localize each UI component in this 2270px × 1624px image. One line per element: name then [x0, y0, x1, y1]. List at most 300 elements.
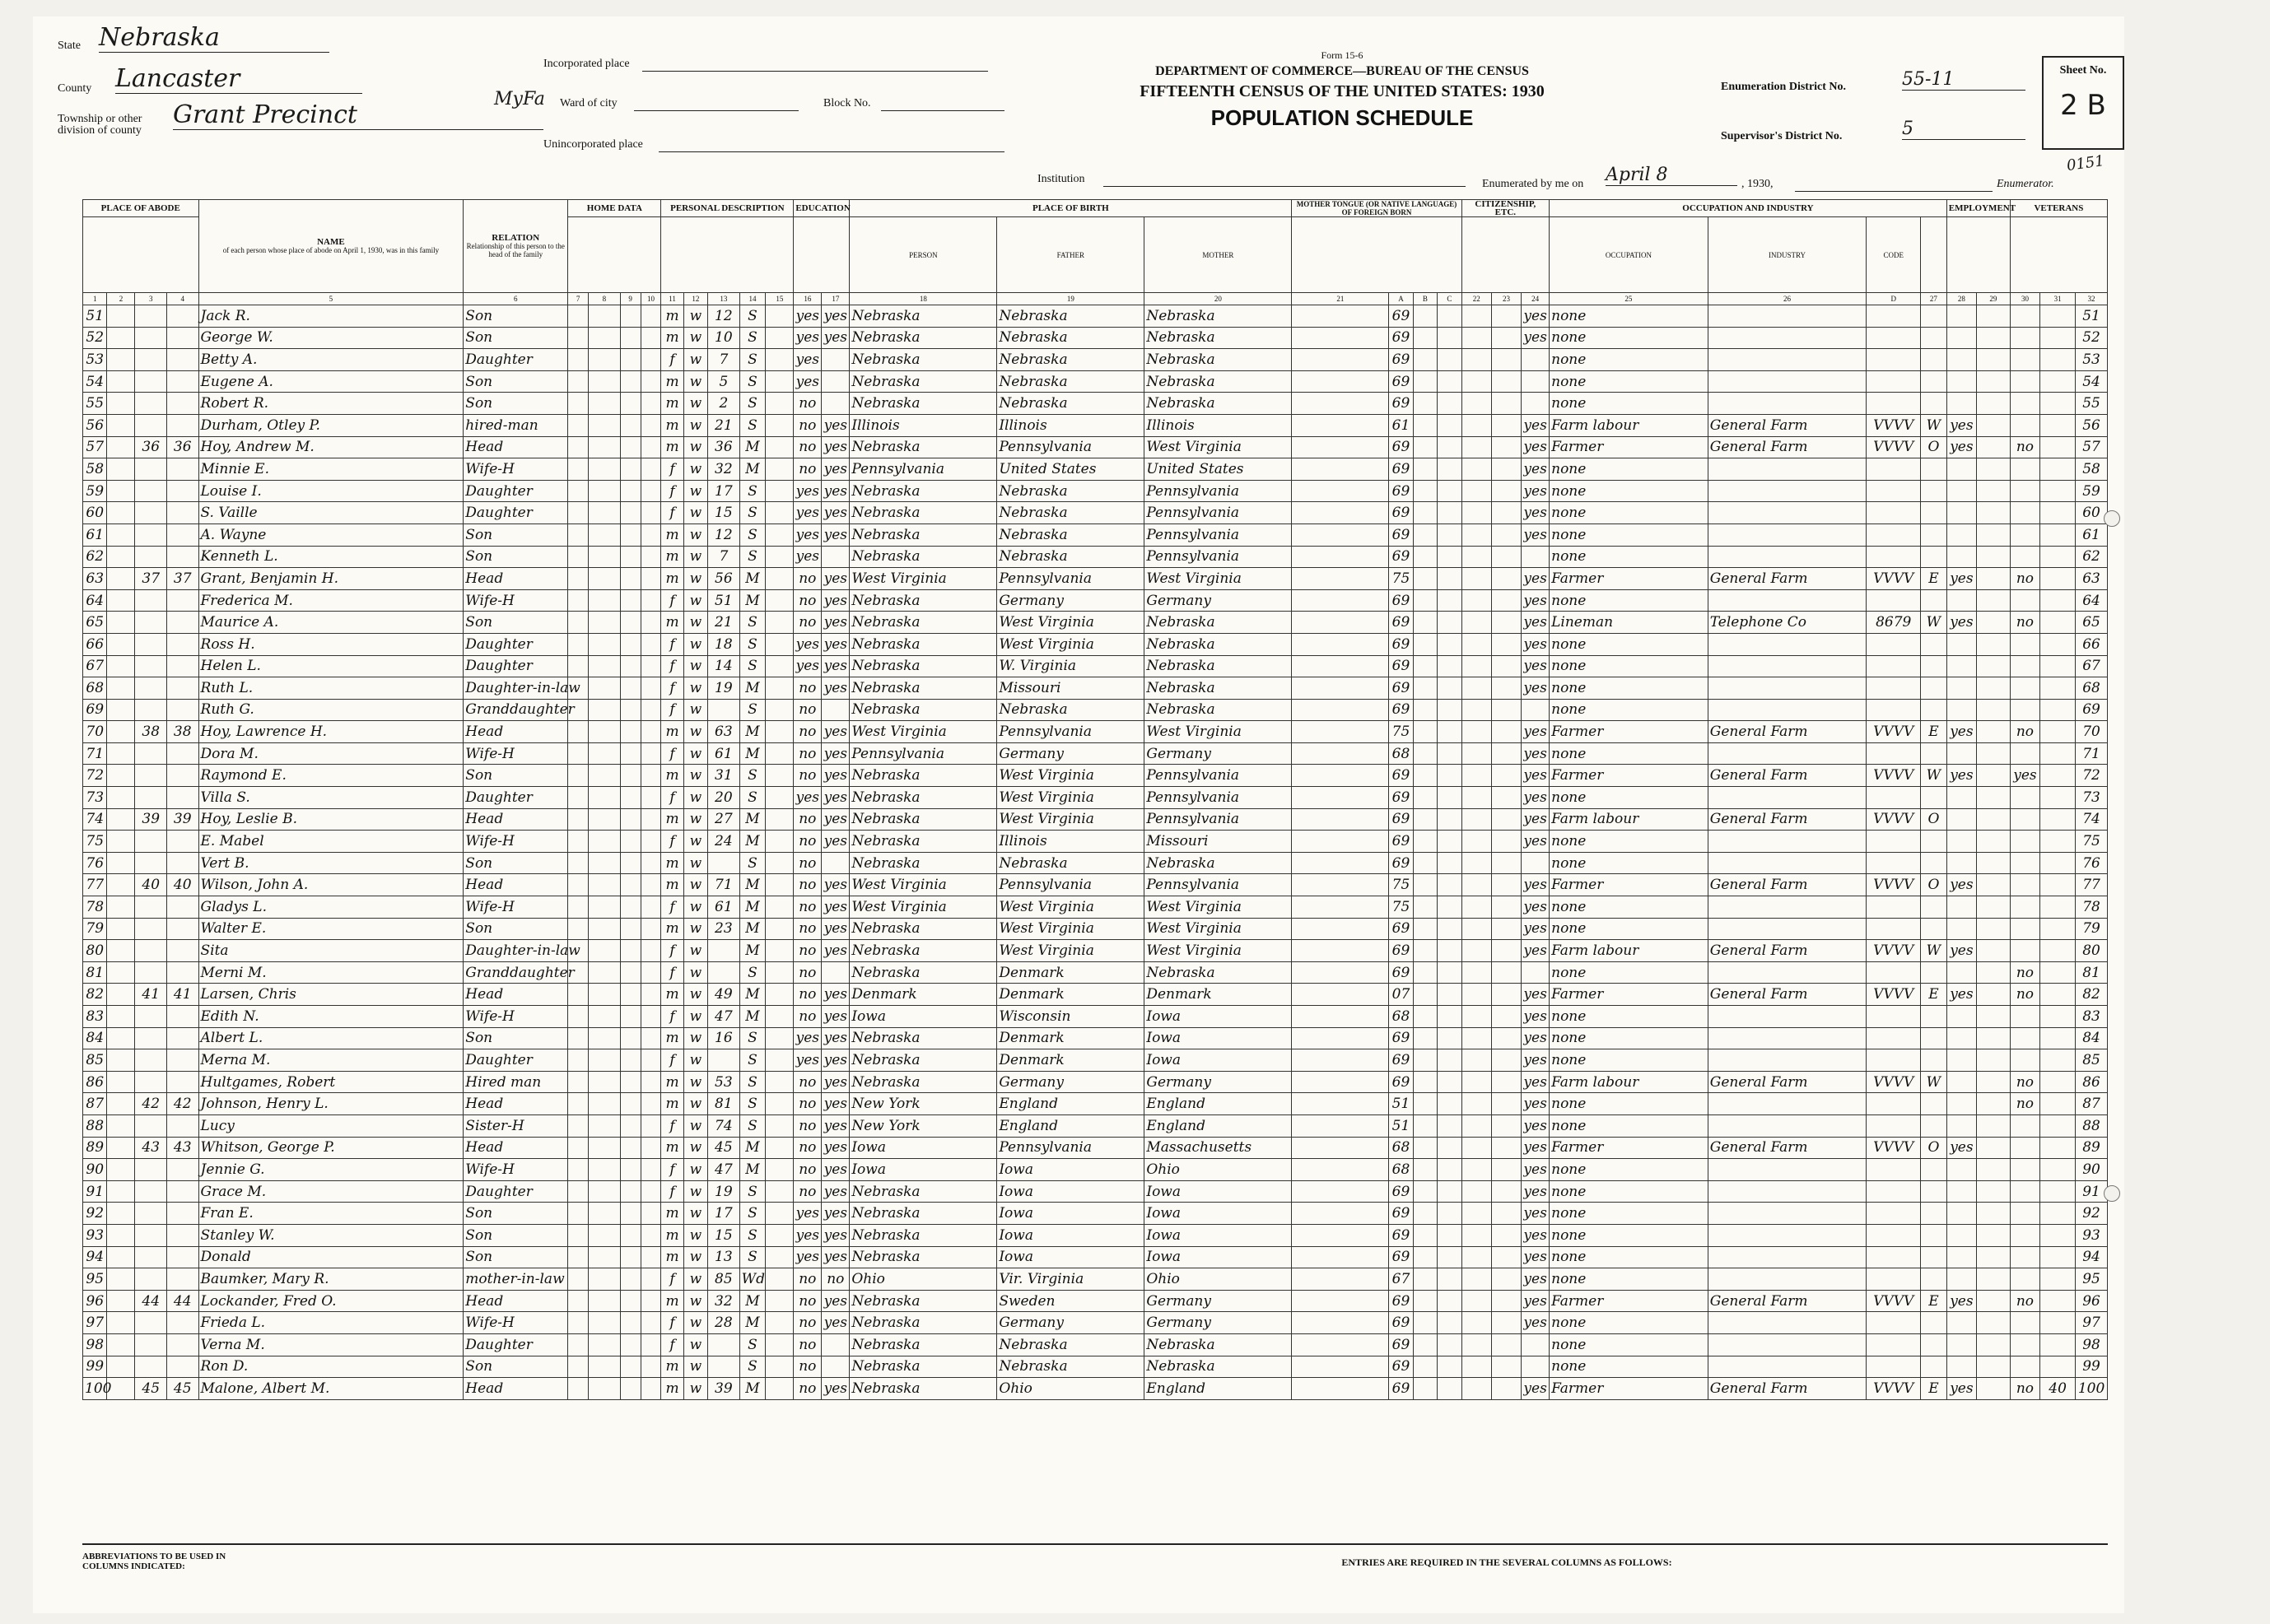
relation-cell: Son: [464, 546, 568, 568]
person-name-cell: George W.: [198, 327, 464, 349]
line-number-cell: 56: [83, 414, 107, 436]
marital-status-cell: M: [739, 1006, 766, 1028]
birth-code-cell: 69: [1389, 305, 1413, 328]
group-occupation: OCCUPATION AND INDUSTRY: [1550, 200, 1947, 217]
family-number-cell: [166, 1114, 198, 1137]
blank-cell: [589, 742, 621, 765]
age-cell: 19: [708, 1180, 740, 1203]
table-row: [83, 349, 2108, 371]
line-number-cell: 67: [83, 655, 107, 677]
blank-cell: [620, 1137, 641, 1159]
blank-cell: [1292, 502, 1389, 524]
birth-code-cell: 75: [1389, 896, 1413, 919]
sex-cell: m: [661, 1027, 683, 1049]
birthplace-person-cell: West Virginia: [850, 896, 997, 919]
table-row: [83, 1203, 2108, 1225]
blank-cell: [620, 787, 641, 809]
speaks-english-cell: [1522, 699, 1550, 721]
blank-cell: [1413, 1246, 1437, 1268]
can-read-write-cell: yes: [822, 742, 850, 765]
blank-cell: [1461, 787, 1491, 809]
dwelling-number-cell: [135, 1049, 167, 1072]
birth-code-cell: 69: [1389, 370, 1413, 393]
race-cell: w: [683, 1246, 707, 1268]
line-number-right-cell: 52: [2076, 327, 2108, 349]
blank-cell: [641, 1312, 661, 1334]
occupation-cell: none: [1550, 502, 1708, 524]
marital-status-cell: S: [739, 393, 766, 415]
blank-cell: [1292, 1093, 1389, 1115]
war-code-cell: [2040, 699, 2076, 721]
table-row: [83, 961, 2108, 984]
column-number: 24: [1522, 293, 1550, 305]
person-name-cell: E. Mabel: [198, 831, 464, 853]
column-number: A: [1389, 293, 1413, 305]
table-row: [83, 1071, 2108, 1093]
blank-cell: [1413, 1071, 1437, 1093]
age-cell: 28: [708, 1312, 740, 1334]
line-number-right-cell: 62: [2076, 546, 2108, 568]
blank-cell: [1977, 940, 2011, 962]
sex-cell: m: [661, 1290, 683, 1312]
blank-cell: [766, 940, 794, 962]
can-read-write-cell: yes: [822, 1137, 850, 1159]
line-number-cell: 77: [83, 874, 107, 896]
birthplace-father-cell: Nebraska: [997, 546, 1144, 568]
occupation-cell: Farmer: [1550, 1137, 1708, 1159]
sex-cell: m: [661, 393, 683, 415]
blank-cell: [620, 1224, 641, 1246]
marital-status-cell: M: [739, 940, 766, 962]
marital-status-cell: M: [739, 831, 766, 853]
blank-cell: [766, 831, 794, 853]
table-row: [83, 589, 2108, 612]
race-cell: w: [683, 523, 707, 546]
table-row: [83, 1159, 2108, 1181]
blank-cell: [1977, 1006, 2011, 1028]
person-name-cell: Jennie G.: [198, 1159, 464, 1181]
person-name-cell: Sita: [198, 940, 464, 962]
occupation-code-cell: VVVV: [1867, 1290, 1921, 1312]
sex-cell: f: [661, 677, 683, 700]
dwelling-number-cell: [135, 1114, 167, 1137]
can-read-write-cell: [822, 546, 850, 568]
blank-cell: [1438, 393, 1461, 415]
marital-status-cell: M: [739, 874, 766, 896]
blank-cell: [589, 918, 621, 940]
person-name-cell: Lucy: [198, 1114, 464, 1137]
blank-cell: [589, 305, 621, 328]
birth-code-cell: 69: [1389, 1180, 1413, 1203]
age-cell: 51: [708, 589, 740, 612]
family-number-cell: [166, 787, 198, 809]
blank-cell: [107, 436, 135, 458]
occupation-code-cell: [1867, 480, 1921, 502]
age-cell: 21: [708, 414, 740, 436]
line-number-cell: 81: [83, 961, 107, 984]
employed-cell: [1946, 480, 1976, 502]
speaks-english-cell: yes: [1522, 589, 1550, 612]
veteran-cell: [2010, 1159, 2039, 1181]
line-number-cell: 74: [83, 808, 107, 831]
blank-cell: [107, 305, 135, 328]
blank-cell: [1491, 1180, 1521, 1203]
sex-cell: m: [661, 523, 683, 546]
blank-cell: [568, 1093, 589, 1115]
blank-cell: [1413, 1159, 1437, 1181]
class-of-worker-cell: [1921, 699, 1947, 721]
birthplace-mother-cell: Nebraska: [1144, 699, 1292, 721]
birth-code-cell: 69: [1389, 480, 1413, 502]
war-code-cell: [2040, 589, 2076, 612]
dwelling-number-cell: [135, 940, 167, 962]
line-number-cell: 54: [83, 370, 107, 393]
attended-school-cell: yes: [794, 655, 822, 677]
blank-cell: [568, 831, 589, 853]
blank-cell: [107, 327, 135, 349]
line-number-cell: 100: [83, 1378, 107, 1400]
marital-status-cell: S: [739, 1203, 766, 1225]
line-number-right-cell: 89: [2076, 1137, 2108, 1159]
blank-cell: [1438, 633, 1461, 655]
class-of-worker-cell: W: [1921, 765, 1947, 787]
blank-cell: [641, 721, 661, 743]
table-row: [83, 874, 2108, 896]
war-code-cell: [2040, 414, 2076, 436]
blank-cell: [589, 896, 621, 919]
line-number-cell: 88: [83, 1114, 107, 1137]
sex-cell: m: [661, 1137, 683, 1159]
blank-cell: [1461, 961, 1491, 984]
birthplace-mother-cell: Pennsylvania: [1144, 765, 1292, 787]
speaks-english-cell: yes: [1522, 677, 1550, 700]
blank-cell: [1491, 327, 1521, 349]
attended-school-cell: yes: [794, 1203, 822, 1225]
speaks-english-cell: yes: [1522, 1159, 1550, 1181]
family-number-cell: 38: [166, 721, 198, 743]
blank-cell: [1461, 808, 1491, 831]
sex-cell: f: [661, 1159, 683, 1181]
family-number-cell: [166, 1246, 198, 1268]
person-name-cell: Edith N.: [198, 1006, 464, 1028]
abode-subcols: [83, 217, 199, 293]
speaks-english-cell: yes: [1522, 984, 1550, 1006]
blank-cell: [1292, 523, 1389, 546]
column-number: 15: [766, 293, 794, 305]
war-code-cell: [2040, 742, 2076, 765]
birth-code-cell: 51: [1389, 1114, 1413, 1137]
table-row: [83, 502, 2108, 524]
marital-status-cell: M: [739, 1137, 766, 1159]
sex-cell: f: [661, 480, 683, 502]
class-of-worker-cell: E: [1921, 568, 1947, 590]
occupation-code-cell: [1867, 1356, 1921, 1378]
dwelling-number-cell: 43: [135, 1137, 167, 1159]
blank-cell: [589, 984, 621, 1006]
blank-cell: [1438, 523, 1461, 546]
blank-cell: [568, 1137, 589, 1159]
employed-cell: [1946, 393, 1976, 415]
blank-cell: [1292, 721, 1389, 743]
war-code-cell: [2040, 1246, 2076, 1268]
blank-cell: [1977, 1180, 2011, 1203]
family-number-cell: [166, 458, 198, 481]
blank-cell: [1977, 742, 2011, 765]
blank-cell: [641, 568, 661, 590]
birth-code-cell: 69: [1389, 765, 1413, 787]
dwelling-number-cell: [135, 742, 167, 765]
age-cell: [708, 1333, 740, 1356]
line-number-right-cell: 53: [2076, 349, 2108, 371]
employed-cell: [1946, 1027, 1976, 1049]
blank-cell: [1438, 436, 1461, 458]
blank-cell: [1977, 633, 2011, 655]
family-number-cell: [166, 940, 198, 962]
blank-cell: [1977, 1093, 2011, 1115]
war-code-cell: [2040, 393, 2076, 415]
age-cell: [708, 1049, 740, 1072]
blank-cell: [1292, 852, 1389, 874]
blank-cell: [107, 699, 135, 721]
blank-cell: [1413, 918, 1437, 940]
veteran-cell: [2010, 1246, 2039, 1268]
class-of-worker-cell: [1921, 1246, 1947, 1268]
blank-cell: [1461, 874, 1491, 896]
blank-cell: [641, 458, 661, 481]
employed-cell: [1946, 896, 1976, 919]
attended-school-cell: no: [794, 961, 822, 984]
enum-district-label: Enumeration District No.: [1721, 81, 1847, 93]
sex-cell: m: [661, 721, 683, 743]
blank-cell: [107, 721, 135, 743]
blank-cell: [766, 589, 794, 612]
can-read-write-cell: yes: [822, 436, 850, 458]
race-cell: w: [683, 349, 707, 371]
attended-school-cell: no: [794, 742, 822, 765]
institution-line: [1103, 184, 1466, 187]
blank-cell: [1413, 699, 1437, 721]
industry-cell: [1708, 961, 1867, 984]
veteran-cell: [2010, 1180, 2039, 1203]
blank-cell: [589, 1114, 621, 1137]
blank-cell: [641, 677, 661, 700]
column-number: 5: [198, 293, 464, 305]
birth-code-cell: 07: [1389, 984, 1413, 1006]
grid-body: [83, 305, 2108, 1400]
race-cell: w: [683, 1049, 707, 1072]
speaks-english-cell: yes: [1522, 721, 1550, 743]
marital-status-cell: Wd: [739, 1268, 766, 1291]
birthplace-person-cell: West Virginia: [850, 721, 997, 743]
birthplace-father-cell: Iowa: [997, 1224, 1144, 1246]
age-cell: 74: [708, 1114, 740, 1137]
race-cell: w: [683, 1027, 707, 1049]
industry-cell: General Farm: [1708, 1071, 1867, 1093]
blank-cell: [620, 414, 641, 436]
blank-cell: [107, 1093, 135, 1115]
table-row: [83, 918, 2108, 940]
dwelling-number-cell: [135, 1027, 167, 1049]
township-value: Grant Precinct: [173, 100, 543, 130]
blank-cell: [589, 1180, 621, 1203]
employed-cell: [1946, 1312, 1976, 1334]
blank-cell: [1438, 546, 1461, 568]
blank-cell: [589, 480, 621, 502]
blank-cell: [1461, 1114, 1491, 1137]
occupation-cell: none: [1550, 677, 1708, 700]
race-cell: w: [683, 393, 707, 415]
blank-cell: [641, 787, 661, 809]
blank-cell: [1438, 612, 1461, 634]
veteran-cell: [2010, 1268, 2039, 1291]
occupation-cell: none: [1550, 1356, 1708, 1378]
blank-cell: [1461, 1224, 1491, 1246]
blank-cell: [107, 612, 135, 634]
family-number-cell: 39: [166, 808, 198, 831]
veteran-cell: [2010, 896, 2039, 919]
line-number-right-cell: 97: [2076, 1312, 2108, 1334]
age-cell: [708, 940, 740, 962]
relation-cell: Son: [464, 1246, 568, 1268]
marital-status-cell: S: [739, 1224, 766, 1246]
blank-cell: [641, 1027, 661, 1049]
industry-cell: [1708, 852, 1867, 874]
line-number-right-cell: 75: [2076, 831, 2108, 853]
column-number: 31: [2040, 293, 2076, 305]
class-of-worker-cell: [1921, 480, 1947, 502]
unincorporated-line: [659, 150, 1004, 152]
occupation-cell: none: [1550, 589, 1708, 612]
sex-cell: m: [661, 1356, 683, 1378]
attended-school-cell: no: [794, 612, 822, 634]
industry-cell: Telephone Co: [1708, 612, 1867, 634]
table-row: [83, 393, 2108, 415]
occupation-cell: none: [1550, 1333, 1708, 1356]
dwelling-number-cell: [135, 1356, 167, 1378]
blank-cell: [766, 349, 794, 371]
occupation-cell: Farmer: [1550, 765, 1708, 787]
family-number-cell: [166, 414, 198, 436]
table-row: [83, 480, 2108, 502]
occupation-code-cell: [1867, 1049, 1921, 1072]
birthplace-mother-cell: Germany: [1144, 1071, 1292, 1093]
birthplace-mother-cell: Nebraska: [1144, 852, 1292, 874]
war-code-cell: [2040, 1137, 2076, 1159]
blank-cell: [1413, 1027, 1437, 1049]
blank-cell: [1438, 327, 1461, 349]
occupation-code-cell: [1867, 961, 1921, 984]
blank-cell: [766, 1093, 794, 1115]
blank-cell: [107, 1246, 135, 1268]
blank-cell: [620, 1290, 641, 1312]
marital-status-cell: S: [739, 1027, 766, 1049]
home-subcols: [568, 217, 661, 293]
family-number-cell: 40: [166, 874, 198, 896]
class-of-worker-cell: [1921, 961, 1947, 984]
industry-cell: General Farm: [1708, 1290, 1867, 1312]
sex-cell: f: [661, 349, 683, 371]
line-number-right-cell: 64: [2076, 589, 2108, 612]
blank-cell: [107, 480, 135, 502]
line-number-right-cell: 60: [2076, 502, 2108, 524]
industry-cell: General Farm: [1708, 1378, 1867, 1400]
column-number: 4: [166, 293, 198, 305]
blank-cell: [641, 1333, 661, 1356]
birth-code-cell: 51: [1389, 1093, 1413, 1115]
employed-cell: [1946, 831, 1976, 853]
blank-cell: [1292, 940, 1389, 962]
birth-code-cell: 69: [1389, 940, 1413, 962]
industry-cell: General Farm: [1708, 808, 1867, 831]
blank-cell: [641, 393, 661, 415]
line-number-right-cell: 100: [2076, 1378, 2108, 1400]
line-number-right-cell: 95: [2076, 1268, 2108, 1291]
birth-code-cell: 69: [1389, 1246, 1413, 1268]
birthplace-mother-cell: Pennsylvania: [1144, 480, 1292, 502]
blank-cell: [766, 1180, 794, 1203]
citizenship-subcols: [1461, 217, 1550, 293]
war-code-cell: [2040, 677, 2076, 700]
blank-cell: [1461, 327, 1491, 349]
line-number-cell: 79: [83, 918, 107, 940]
speaks-english-cell: yes: [1522, 874, 1550, 896]
occupation-cell: Farm labour: [1550, 414, 1708, 436]
dwelling-number-cell: [135, 1071, 167, 1093]
blank-cell: [568, 655, 589, 677]
can-read-write-cell: [822, 1356, 850, 1378]
blank-cell: [1977, 1312, 2011, 1334]
blank-cell: [1491, 1027, 1521, 1049]
veteran-cell: no: [2010, 612, 2039, 634]
occupation-cell: none: [1550, 393, 1708, 415]
age-cell: 31: [708, 765, 740, 787]
dwelling-number-cell: [135, 458, 167, 481]
attended-school-cell: no: [794, 1312, 822, 1334]
marital-status-cell: M: [739, 1312, 766, 1334]
occupation-cell: none: [1550, 523, 1708, 546]
war-code-cell: [2040, 721, 2076, 743]
dwelling-number-cell: [135, 393, 167, 415]
blank-cell: [589, 1159, 621, 1181]
birthplace-mother-cell: Ohio: [1144, 1159, 1292, 1181]
table-row: [83, 1312, 2108, 1334]
ward-line: [634, 109, 799, 111]
industry-cell: General Farm: [1708, 414, 1867, 436]
line-number-cell: 92: [83, 1203, 107, 1225]
blank-cell: [1292, 1312, 1389, 1334]
footer: [82, 1543, 2108, 1611]
birthplace-person-cell: Ohio: [850, 1268, 997, 1291]
blank-cell: [1977, 1114, 2011, 1137]
occupation-cell: Farmer: [1550, 568, 1708, 590]
occupation-head: OCCUPATION: [1550, 217, 1708, 293]
blank-cell: [589, 327, 621, 349]
speaks-english-cell: [1522, 393, 1550, 415]
person-name-cell: Albert L.: [198, 1027, 464, 1049]
birthplace-father-cell: West Virginia: [997, 787, 1144, 809]
blank-cell: [1491, 1378, 1521, 1400]
column-number: 28: [1946, 293, 1976, 305]
employed-cell: [1946, 458, 1976, 481]
relation-cell: Wife-H: [464, 458, 568, 481]
class-of-worker-cell: [1921, 1027, 1947, 1049]
attended-school-cell: yes: [794, 633, 822, 655]
blank-cell: [641, 984, 661, 1006]
line-number-cell: 59: [83, 480, 107, 502]
industry-cell: [1708, 327, 1867, 349]
sex-cell: m: [661, 327, 683, 349]
blank-cell: [766, 787, 794, 809]
